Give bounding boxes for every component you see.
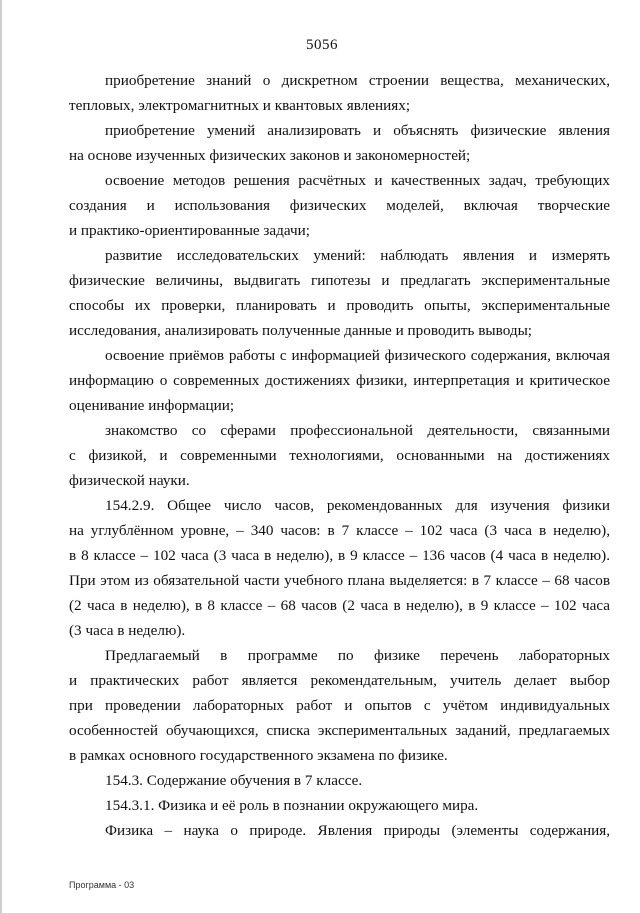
text-line: 154.2.9. Общее число часов, рекомендованных для изучения физики [105,497,610,514]
text-line: при проведении лабораторных работ и опытов с учётом индивидуальных [69,697,610,714]
text-line: в рамках основного государственного экзамена по физике. [69,747,448,764]
text-line: информацию о современных достижениях физики, интерпретация и критическое [69,372,610,389]
text-line: освоение приёмов работы с информацией физического содержания, включая [105,347,610,364]
text-line: приобретение знаний о дискретном строении вещества, механических, [105,72,610,89]
text-line: способы их проверки, планировать и проводить опыты, экспериментальные [69,297,610,314]
text-line: исследования, анализировать полученные данные и проводить выводы; [69,322,533,339]
text-line: физической науки. [69,472,190,489]
text-line: 154.3.1. Физика и её роль в познании окружающего мира. [105,797,479,814]
text-line: в 8 классе – 102 часа (3 часа в неделю), в 9 классе – 136 часов (4 часа в неделю). [69,547,610,564]
text-line: на углублённом уровне, – 340 часов: в 7 классе – 102 часа (3 часа в неделю), [69,522,610,539]
text-line: создания и использования физических моделей, включая творческие [69,197,610,214]
text-line: приобретение умений анализировать и объяснять физические явления [105,122,610,139]
text-line: на основе изученных физических законов и закономерностей; [69,147,471,164]
document-body [69,68,610,843]
text-line: и практических работ является рекомендательным, учитель делает выбор [69,672,610,689]
text-line: оценивание информации; [69,397,235,414]
text-line: Предлагаемый в программе по физике перечень лабораторных [105,647,610,664]
text-line: особенностей обучающихся, списка экспериментальных заданий, предлагаемых [69,722,610,739]
text-line: освоение методов решения расчётных и качественных задач, требующих [105,172,610,189]
text-line: При этом из обязательной части учебного плана выделяется: в 7 классе – 68 часов [69,572,610,589]
text-line: и практико-ориентированные задачи; [69,222,311,239]
text-line: 154.3. Содержание обучения в 7 классе. [105,772,363,789]
text-line: (2 часа в неделю), в 8 классе – 68 часов (2 часа в неделю), в 9 классе – 102 часа [69,597,610,614]
page-footer: Программа - 03 [69,880,135,890]
page-number: 5056 [306,37,338,53]
text-line: тепловых, электромагнитных и квантовых явлениях; [69,97,411,114]
text-line: (3 часа в неделю). [69,622,186,639]
text-line: развитие исследовательских умений: наблюдать явления и измерять [105,247,610,264]
text-line: с физикой, и современными технологиями, основанными на достижениях [69,447,610,464]
text-line: физические величины, выдвигать гипотезы и предлагать экспериментальные [69,272,610,289]
text-line: знакомство со сферами профессиональной деятельности, связанными [105,422,610,439]
text-line: Физика – наука о природе. Явления природы (элементы содержания, [105,822,610,839]
